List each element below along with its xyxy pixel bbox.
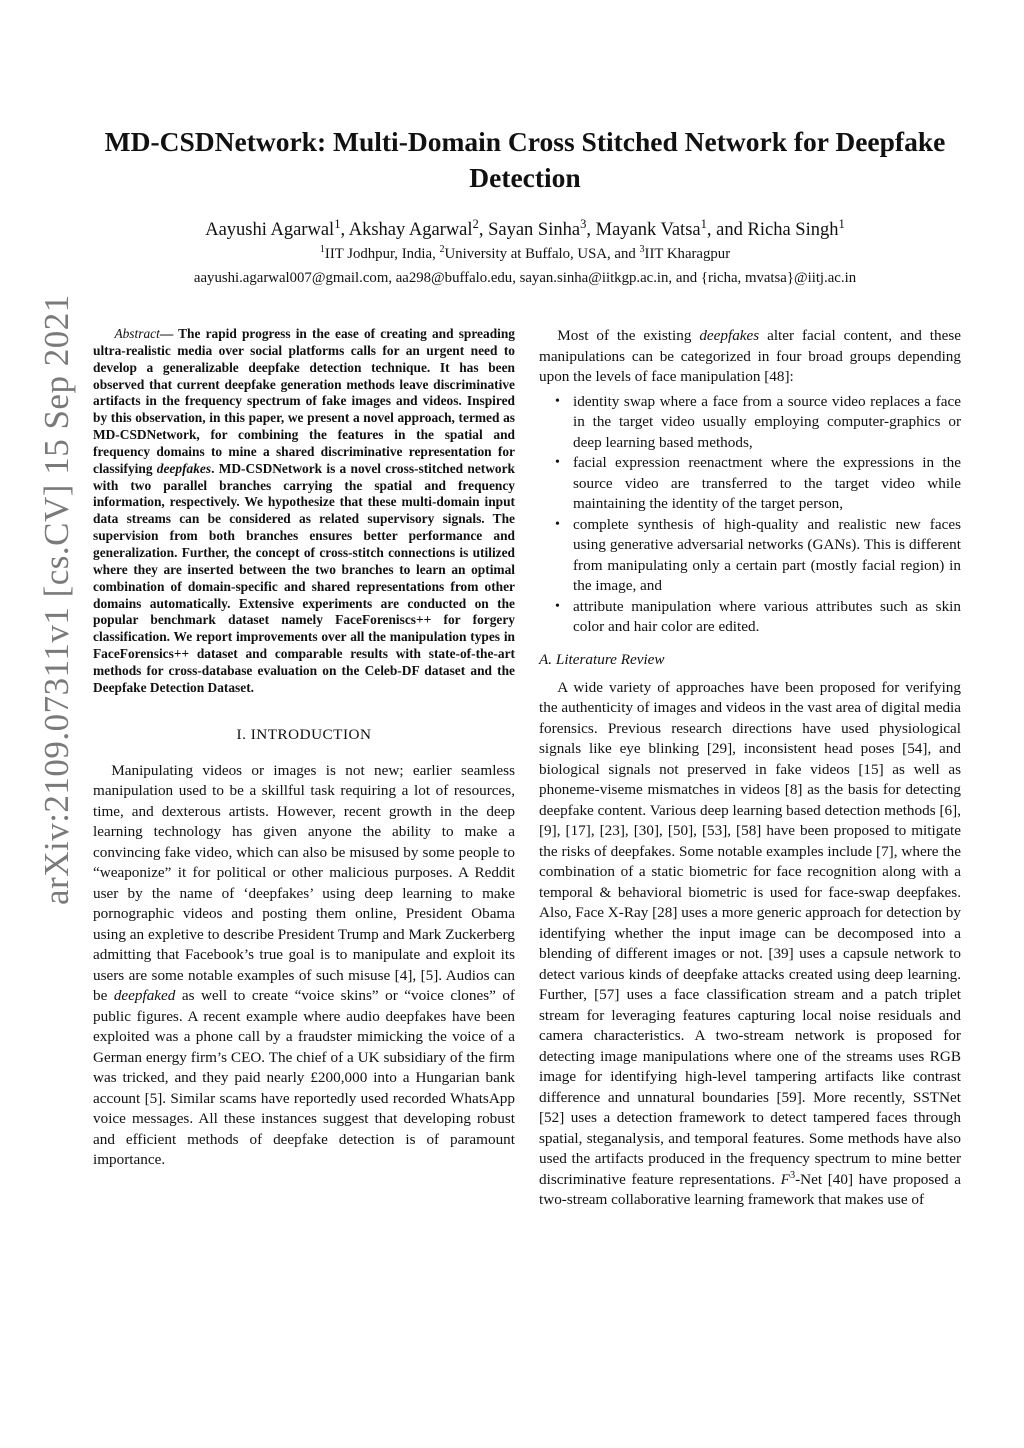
left-column <box>93 326 515 1171</box>
author-name: Richa Singh <box>747 220 839 240</box>
list-item: • complete synthesis of high-quality and realistic new faces using generative adversarial networks (GANs). This is different from manipulating only a certain part (mostly facial region) in the image, and <box>555 515 961 594</box>
f3-net-symbol: F <box>780 1170 790 1188</box>
intro-paragraph-continued: Most of the existing deepfakes alter facial content, and these manipulations can be categorized in four broad groups depending upon the levels of face manipulation [48]: <box>539 327 961 385</box>
right-column <box>539 326 961 1211</box>
bullet-icon: • <box>555 598 560 614</box>
affiliation-mark: 2 <box>472 216 479 231</box>
manipulation-type-list <box>539 392 961 638</box>
section-heading-introduction: I. INTRODUCTION <box>236 725 372 743</box>
affiliation-mark: 3 <box>580 216 587 231</box>
affiliation-text: IIT Jodhpur, India, <box>324 246 440 262</box>
abstract-label: Abstract <box>114 326 160 341</box>
affiliation-mark: 1 <box>700 216 707 231</box>
affiliation-list <box>90 244 960 264</box>
author-name: Mayank Vatsa <box>595 220 701 240</box>
author-name: Aayushi Agarwal <box>205 220 335 240</box>
bullet-icon: • <box>555 393 560 409</box>
affiliation-mark: 3 <box>639 244 645 256</box>
affiliation-mark: 1 <box>838 216 845 231</box>
author-name: Sayan Sinha <box>488 220 581 240</box>
subsection-heading-literature-review: A. Literature Review <box>539 650 665 668</box>
bullet-icon: • <box>555 516 560 532</box>
arxiv-identifier: arXiv:2109.07311v1 [cs.CV] 15 Sep 2021 <box>37 294 76 905</box>
abstract: Abstract— The rapid progress in the ease of creating and spreading ultra-realistic media over social platforms calls for an urgent need to develop a generalizable deepfake detection technique. It has been observed that current deepfake generation methods leave discriminative artifacts in the frequency spectrum of fake images and videos. Inspired by this observation, in this paper, we present a novel approach, termed as MD-CSDNetwork, for combining the features in the spatial and frequency domains to mine a shared discriminative representation for classifying deepfakes. MD-CSDNetwork is a novel cross-stitched network with two parallel branches carrying the spatial and frequency information, respectively. We hypothesize that these multi-domain input data streams can be considered as related supervisory signals. The supervision from both branches ensures better performance and generalization. Further, the concept of cross-stitch connections is utilized where they are inserted between the two branches to learn an optimal combination of domain-specific and shared representations from other domains automatically. Extensive experiments are conducted on the popular benchmark dataset namely FaceForeniscs++ for forgery classification. We report improvements over all the manipulation types in FaceForensics++ dataset and comparable results with state-of-the-art methods for cross-database evaluation on the Celeb-DF dataset and the Deepfake Detection Dataset. <box>93 326 516 695</box>
list-item: • identity swap where a face from a source video replaces a face in the target video usually employing computer-graphics or deep learning based methods, <box>555 392 961 451</box>
affiliation-mark: 1 <box>334 216 341 231</box>
affiliation-text: University at Buffalo, USA, and <box>444 246 640 262</box>
paper-title: MD-CSDNetwork: Multi-Domain Cross Stitched Network for Deepfake Detection <box>104 126 946 193</box>
author-name: Akshay Agarwal <box>348 220 473 240</box>
list-item: • attribute manipulation where various attributes such as skin color and hair color are edited. <box>555 597 961 635</box>
literature-paragraph: A wide variety of approaches have been proposed for verifying the authenticity of images and videos in the vast area of digital media forensics. Previous research directions have used physiological signals like eye blinking [29], inconsistent head poses [54], and biological signals not preserved in fake videos [15] as well as phoneme-viseme mismatches in videos [8] as the basis for detecting deepfake content. Various deep learning based detection methods [6], [9], [17], [23], [30], [50], [53], [58] have been proposed to mitigate the risks of deepfakes. Some notable examples include [7], where the combination of a static biometric for face recognition along with a temporal & behavioral biometric is used for face-swap deepfakes. Also, Face X-Ray [28] uses a more generic approach for detection by identifying whether the input image can be decomposed into a blending of different images or not. [39] uses a capsule network to detect various kinds of deepfake attacks created using deep learning. Further, [57] uses a face classification stream and a patch triplet stream for leveraging features capturing local noise residuals and camera characteristics. A two-stream network is proposed for detecting image manipulations where one of the streams uses RGB image for identifying high-level tampering artifacts like contrast difference and unnatural boundaries [59]. More recently, SSTNet [52] uses a detection framework to detect tampered faces through spatial, steganalysis, and temporal features. Some methods have also used the artifacts produced in the frequency spectrum to mine better discriminative feature representations. $F^3$-Net [40] have proposed a two-stream collaborative learning framework that makes use of <box>539 678 961 1208</box>
list-item: • facial expression reenactment where the expressions in the source video are transferred to the target video while maintaining the identity of the target person, <box>555 454 961 512</box>
author-list: Aayushi Agarwal$^1$, Akshay Agarwal$^2$, Sayan Sinha$^3$, Mayank Vatsa$^1$, and Richa Singh$^1$ <box>205 216 845 240</box>
bullet-icon: • <box>555 455 560 470</box>
email-list: aayushi.agarwal007@gmail.com, aa298@buffalo.edu, sayan.sinha@iitkgp.ac.in, and {richa, mvatsa}@iitj.ac.in <box>193 270 857 286</box>
intro-paragraph: Manipulating videos or images is not new; earlier seamless manipulation used to be a skillful task requiring a lot of resources, time, and dexterous artists. However, recent growth in the deep learning technology has given anyone the ability to make a convincing fake video, which can also be misused by some people to “weaponize” it for political or other malicious purposes. A Reddit user by the name of ‘deepfakes’ using deep learning to make pornographic videos and posting them online, President Obama using an expletive to describe President Trump and Mark Zuckerberg admitting that Facebook’s true goal is to manipulate and exploit its users are some notable examples of such misuse [4], [5]. Audios can be deepfaked as well to create “voice skins” or “voice clones” of public figures. A recent example where audio deepfakes have been exploited was a phone call by a fraudster mimicking the voice of a German energy firm’s CEO. The chief of a UK subsidiary of the firm was tricked, and they paid nearly £200,000 into a Hungarian bank account [5]. Similar scams have reportedly used recorded WhatsApp voice messages. All these instances suggest that developing robust and efficient methods of deepfake detection is of paramount importance. <box>93 761 515 1169</box>
affiliation-mark: 1 <box>319 244 325 256</box>
affiliation-text: IIT Kharagpur <box>644 246 731 262</box>
affiliation-mark: 2 <box>439 244 445 256</box>
